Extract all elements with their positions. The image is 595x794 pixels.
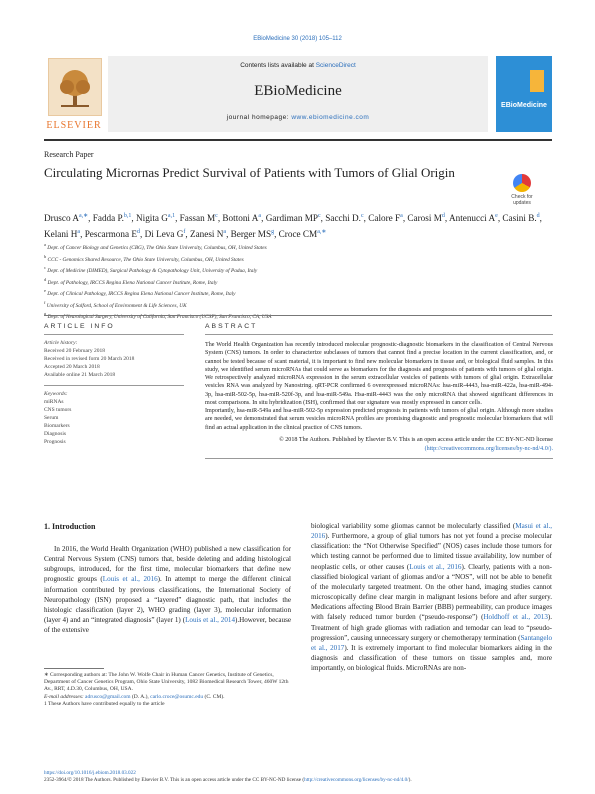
author-name[interactable]: Calore F — [368, 213, 401, 224]
keyword: miRNAs — [44, 399, 64, 405]
copyright-line — [44, 777, 552, 784]
check-updates-icon — [513, 174, 531, 192]
elsevier-logo[interactable] — [44, 56, 104, 132]
affiliation-mark: f — [44, 299, 46, 305]
author-affiliation-mark[interactable]: a — [223, 229, 227, 236]
homepage-link[interactable]: www.ebiomedicine.com — [291, 114, 370, 121]
keyword: Prognosis — [44, 439, 66, 445]
intro-column-2 — [311, 521, 552, 673]
author-affiliation-mark[interactable]: c — [318, 213, 321, 219]
body-text: biological variability some gliomas cannot be molecularly classified ( — [311, 522, 516, 530]
abstract-paragraph: The World Health Organization has recently introduced molecular prognostic-diagnostic biomarkers in the classification of Central Nervous System (CNS) tumors. In order to characterize subclasses of tumors that cannot find a precise location in the current classification, and, or cannot be tested because of scant material, it is important to find new molecular biomarkers in tissue and, or biological fluid samples. In this study, we identified serum microRNAs that could serve as biomarkers for the diagnosis and prognosis of patients with tumors of glial origin. We retrospectively analyzed microRNA expression in the serum extracellular vesicles of patients with tumors of glial origin. Extracellular vesicles RNA was analyzed by Nanostring. qRT-PCR confirmed 6 overexpressed microRNAs: hsa-miR-4443, hsa-miR-422a, hsa-miR-494-3p, hsa-miR-502-5p, hsa-miR-520f-3p, and hsa-miR-549a. Hsa-miR-4443 was the only microRNA that showed significant differences in most comparisons. In situ hybridization (ISH), confirmed that our signature was mostly expressed in cancer cells. — [205, 342, 553, 406]
affiliation-mark: g — [44, 311, 47, 317]
keywords-label: Keywords: — [44, 391, 68, 397]
article-info — [44, 323, 184, 446]
publisher-name: ELSEVIER — [46, 120, 102, 131]
affiliation-mark: b — [44, 253, 47, 259]
author-name[interactable]: Croce CM — [278, 229, 318, 240]
check-for-updates-button[interactable] — [502, 174, 542, 212]
citation-link[interactable]: Louis et al., 2016 — [409, 562, 462, 571]
article-history — [44, 334, 184, 379]
keywords — [44, 385, 184, 446]
author-name[interactable]: Casini B. — [502, 213, 537, 224]
author-affiliation-mark[interactable]: c — [215, 213, 218, 219]
history-label: Article history: — [44, 340, 78, 346]
affiliation-text: Dept. of Pathology, IRCCS Regina Elena National Cancer Institute, Rome, Italy — [47, 279, 218, 286]
author-name[interactable]: Sacchi D. — [325, 213, 361, 224]
journal-header — [44, 56, 552, 132]
copyright-text: ). — [408, 777, 412, 784]
article-title: Circulating Micrornas Predict Survival of Patients with Tumors of Glial Origin — [44, 165, 455, 180]
body-text: ). Furthermore, a group of glial tumors has not yet found a precise molecular classification: the “Not Otherwise Specified” (NOS) cases include those tumors for which testing cannot be performed due to limited tissue availability, low number of neoplastic cells, or other causes ( — [311, 532, 552, 571]
author-affiliation-mark[interactable]: d — [137, 229, 140, 236]
affiliation-text: Dept. of Cancer Biology and Genetics (CBG), The Ohio State University, Columbus, OH, United States — [47, 244, 267, 251]
author-affiliation-mark[interactable]: a,∗ — [78, 213, 89, 219]
affiliation-mark: e — [44, 288, 46, 294]
author-affiliation-mark[interactable]: a — [258, 213, 262, 219]
citation-link[interactable]: Louis et al., 2014 — [185, 616, 235, 625]
affiliation-text: Dept. of Medicine (DIMED), Surgical Pathology & Cytopathology Unit, University of Padua, Italy — [47, 267, 258, 274]
copyright-text: 2352-3964/© 2018 The Authors. Published by Elsevier B.V. This is an open access article under the CC BY-NC-ND license ( — [44, 777, 305, 784]
citation-link[interactable]: Holdhoff et al., 2013 — [483, 613, 548, 622]
affiliation-mark: d — [44, 276, 47, 282]
history-revised: Received in revised form 20 March 2018 — [44, 356, 135, 362]
author-name[interactable]: Gardiman MP — [265, 213, 318, 224]
keyword: Diagnosis — [44, 431, 66, 437]
license-statement — [205, 436, 553, 454]
citation-link[interactable]: Masui et al., 2016 — [311, 522, 552, 541]
author-name[interactable]: Nigita G — [136, 213, 168, 224]
affiliation-mark: c — [44, 265, 46, 271]
affiliation-text: University of Salford, School of Environment & Life Sciences, UK — [46, 302, 187, 309]
introduction-heading: 1. Introduction — [44, 522, 96, 531]
affiliation — [44, 264, 554, 276]
keyword: Biomarkers — [44, 423, 70, 429]
body-text: In 2016, the World Health Organization (WHO) published a new classification for Central Nervous System (CNS) tumors that, beside deleting and adding histological subgroups, introduced, for the first time, molecular biomarkers that define new prognostic groups ( — [44, 545, 291, 584]
author-affiliation-mark[interactable]: c — [360, 213, 364, 219]
homepage-line: journal homepage: www.ebiomedicine.com — [226, 114, 370, 121]
footnote-rule — [44, 668, 104, 669]
cover-journal-name: EBioMedicine — [501, 102, 547, 109]
email-footnote — [44, 694, 291, 701]
author-affiliation-mark[interactable]: g — [271, 229, 275, 236]
journal-cover[interactable] — [496, 56, 552, 132]
keyword: CNS tumors — [44, 407, 72, 413]
abstract-paragraph: Importantly, hsa-miR-549a and hsa-miR-502-5p expression predicted prognosis in patients with tumors of glial origin. Although more studies are needed, we demonstrated that serum vesicles microRNA profiles are promising diagnostic and prognostic molecular biomarkers that will find an actual application in the clinical practice of CNS tumors. — [205, 408, 553, 431]
contents-line: Contents lists available at ScienceDirect — [240, 62, 356, 69]
affiliation — [44, 241, 554, 253]
author-affiliation-mark[interactable]: e — [495, 213, 498, 219]
author-affiliation-mark[interactable]: b,1 — [123, 213, 132, 219]
author-affiliation-mark[interactable]: a,1 — [167, 213, 176, 219]
history-received: Received 20 February 2018 — [44, 348, 105, 354]
author-name[interactable]: Kelani H — [44, 229, 78, 240]
check-updates-label: Check for updates — [511, 194, 533, 206]
email-link[interactable]: adrusco@gmail.com — [85, 693, 131, 700]
email-link[interactable]: carlo.croce@osumc.edu — [150, 693, 204, 700]
affiliation — [44, 299, 554, 311]
author-name[interactable]: Fassan M — [179, 213, 216, 224]
license-text: © 2018 The Authors. Published by Elsevier B.V. This is an open access article under the CC BY-NC-ND license — [279, 436, 553, 443]
affiliation-text: Dept. of Neurological Surgery, University of California, San Francisco (UCSF), San Francisco, CA, USA — [47, 314, 272, 321]
journal-reference[interactable]: EBioMedicine 30 (2018) 105–112 — [253, 36, 342, 42]
author-list: Drusco $A^{a,∗}$, Fadda P.$^{b,1}$, Nigita G$^{a,1}$, Fassan $M^c$, Bottoni $A^a$, Gardiman $MP^c$, Sacchi D.$^c$, Calore $F^a$, Carosi $M^d$, Antenucci $A^e$, Casini B.$^d$, Kelani $H^a$, Pescarmona $E^d$, Di Leva $G^f$, Zanesi $N^a$, Berger $MS^g$, Croce $CM^{a,∗}$ — [44, 213, 542, 240]
affiliation — [44, 310, 554, 322]
bottom-info — [44, 770, 552, 784]
author-name[interactable]: Antenucci A — [448, 213, 496, 224]
author-affiliation-mark[interactable]: f — [183, 229, 186, 236]
corresponding-footnote: ∗ Corresponding authors at: The John W. Wolfe Chair in Human Cancer Genetics, Institute of Genetics, Department of Cancer Genetics Program, Ohio State University, 1082 Biomedical Research Tower, 460W 12th Av., RRT, 4.D.30, Columbus, OH, USA. — [44, 672, 289, 693]
author-affiliation-mark[interactable]: a,∗ — [317, 229, 327, 236]
journal-title: EBioMedicine — [254, 83, 342, 99]
footnotes — [44, 668, 291, 708]
email-label: E-mail addresses: — [44, 693, 86, 700]
sciencedirect-link[interactable]: ScienceDirect — [315, 62, 356, 69]
abstract — [205, 323, 553, 459]
keyword: Serum — [44, 415, 59, 421]
author-name[interactable]: Berger MS — [230, 229, 272, 240]
citation-link[interactable]: Santangelo et al., 2017 — [311, 633, 552, 652]
author-name[interactable]: Pescarmona E — [84, 229, 137, 240]
history-accepted: Accepted 20 March 2018 — [44, 364, 100, 370]
doi-link[interactable]: https://doi.org/10.1016/j.ebiom.2018.03.022 — [44, 770, 136, 776]
body-text: ). Treatment of high grade gliomas with radiation and temodar can lead to “pseudo-progression”, causing unnecessary surgery or chemotherapy termination ( — [311, 613, 553, 642]
equal-contribution-footnote: 1 These Authors have contributed equally to the article — [44, 700, 165, 707]
affiliation-text: CCC - Genomics Shared Resource, The Ohio State University, Columbus, OH, United States — [47, 256, 244, 263]
author-name[interactable]: Bottoni A — [222, 213, 259, 224]
section-divider — [44, 315, 552, 316]
email-text: (D. A.), — [130, 693, 151, 700]
body-text: ).However, because of the extensive — [44, 616, 291, 635]
author-affiliation-mark[interactable]: d — [536, 213, 540, 219]
tree-icon — [48, 58, 102, 116]
affiliation — [44, 276, 554, 288]
author-name[interactable]: Fadda P. — [92, 213, 124, 224]
intro-column-1 — [44, 544, 291, 635]
author-name[interactable]: Drusco A — [44, 213, 79, 224]
license-link[interactable]: (http://creativecommons.org/licenses/by-nc-nd/4.0/). — [424, 445, 553, 452]
citation-link[interactable]: Louis et al., 2016 — [102, 575, 158, 584]
affiliation — [44, 287, 554, 299]
author-affiliation-mark[interactable]: a — [400, 213, 403, 219]
journal-banner — [108, 56, 488, 132]
license-url-link[interactable]: http://creativecommons.org/licenses/by-nc-nd/4.0/ — [304, 777, 409, 784]
history-online: Available online 21 March 2018 — [44, 372, 116, 378]
author-name[interactable]: Zanesi N — [189, 229, 224, 240]
author-name[interactable]: Carosi M — [407, 213, 442, 224]
body-text: ). In attempt to merge the different clinical information contributed by previous classifications, the International Society of Neuropathology (ISN) proposed a “layered” diagnostic path, that includes the histologic classification (layer 2), WHO grading (layer 3), molecular information (layer 4) and an “integrated diagnosis” (layer 1) ( — [44, 575, 292, 625]
body-text: ). It is extremely important to find molecular biomarkers aiding in the diagnosis and classification of these tumors on tissue samples and, more importantly, on biological fluids. MicroRNAs are non- — [311, 643, 552, 673]
abstract-heading: ABSTRACT — [205, 323, 258, 330]
author-affiliation-mark[interactable]: a — [77, 229, 81, 236]
author-affiliation-mark[interactable]: d — [441, 213, 445, 219]
abstract-end-rule — [205, 458, 553, 459]
affiliation — [44, 253, 554, 265]
cover-mark-icon — [530, 70, 544, 92]
affiliation-text: Dept. of Clinical Pathology, IRCCS Regina Elena National Cancer Institute, Rome, Italy — [47, 291, 236, 298]
paper-type: Research Paper — [44, 150, 94, 159]
body-text: ). Clearly, patients with a non-classified biological variant of gliomas and/or a “NOS”, will not be able to benefit of the molecularly targeted treatment. On the other hand, imaging studies cannot microscopically define clear margin in malignant lesions before and after surgery. Medications affecting Blood Brain Barrier (BBB) permeability, can produce images with falsely reduced tumor burden (“pseudo-response”) ( — [311, 562, 552, 622]
abstract-rule — [205, 334, 553, 335]
header-rule — [44, 139, 552, 141]
author-name[interactable]: Di Leva G — [144, 229, 184, 240]
article-info-heading: ARTICLE INFO — [44, 323, 115, 330]
email-text: (C. CM). — [203, 693, 225, 700]
affiliation-list — [44, 241, 554, 322]
affiliation-mark: a — [44, 242, 46, 247]
